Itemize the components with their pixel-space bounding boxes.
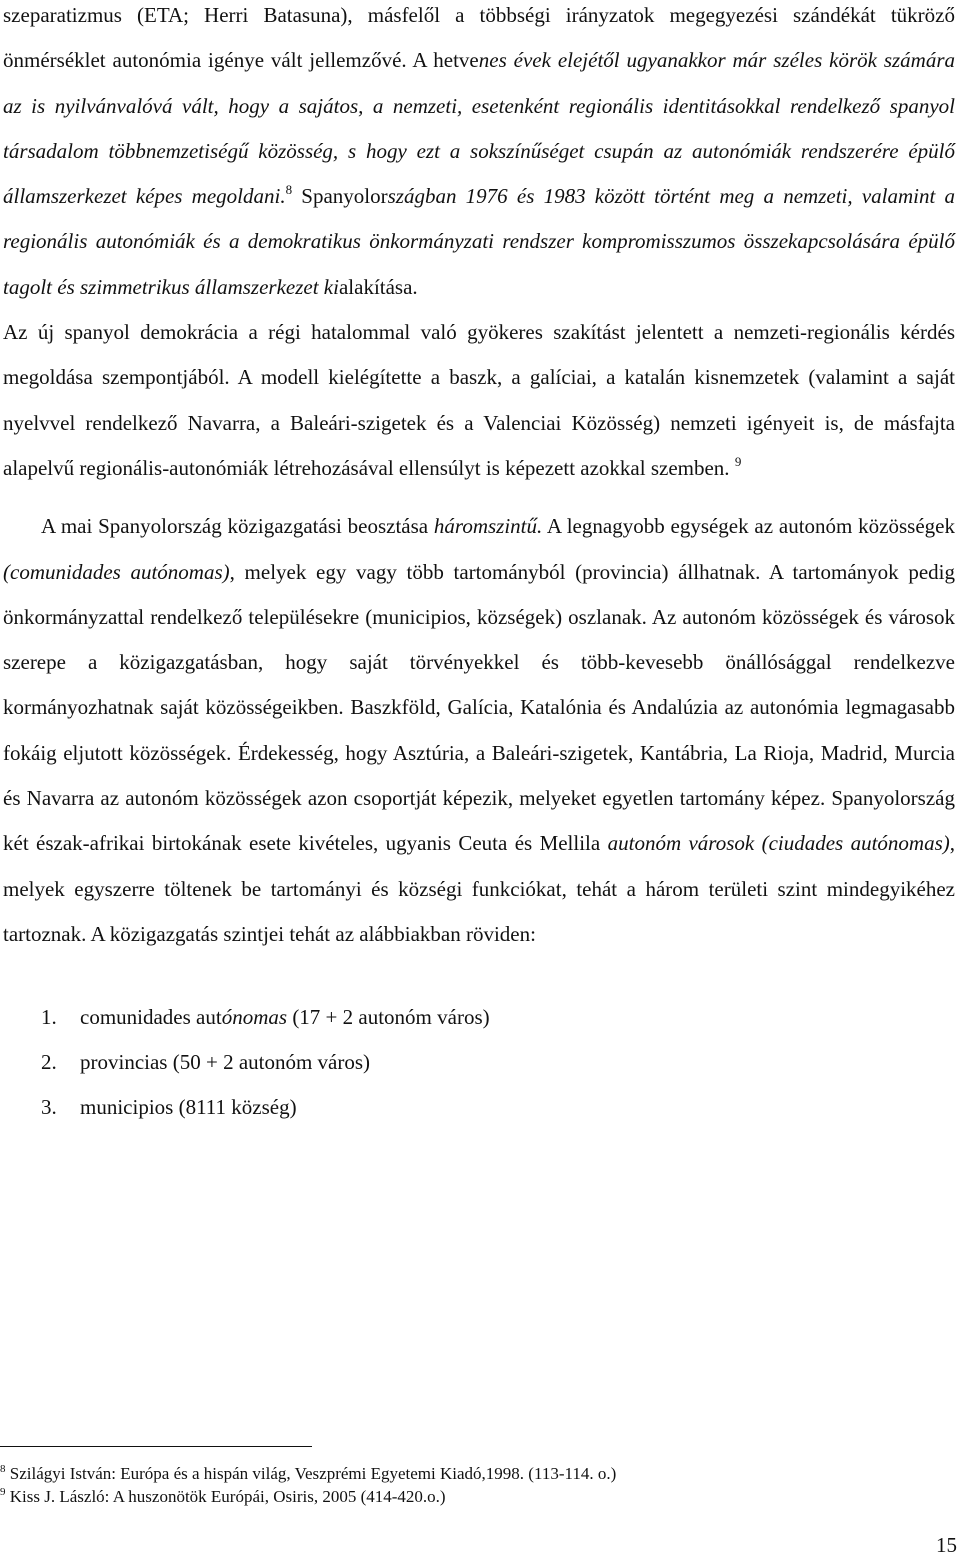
paragraph-italic-text: háromszintű.: [433, 514, 543, 539]
document-page: [3, 0, 955, 1129]
paragraph-text: , melyek egyszerre töltenek be tartományi és községi funkciókat, tehát a három területi szint mindegyikéhez tartoznak. A közigazgatás szintjei tehát az alábbiakban röviden:: [3, 831, 956, 946]
list-item-text: provincias (50 + 2 autonóm város): [80, 1049, 371, 1074]
list-item-text: [80, 995, 490, 1040]
paragraph-text: szeparatizmus (ETA; Herri Batasuna), másfelől a többségi irányzatok megegyezési szándékát tükröző önmérséklet autonómia igénye vált jellemzővé. A hetve: [3, 3, 955, 73]
paragraph-text: alakítása.: [338, 274, 418, 299]
footnote-ref-8[interactable]: 8: [285, 182, 293, 198]
list-item-text: municipios (8111 község): [80, 1094, 297, 1119]
paragraph-italic-text: szágban 1976 és 1983 között történt meg a nemzeti, valamint a regionális autonómiák és a demokratikus önkormányzati rendszer kompromisszumos összekapcsolására épülő tagolt és szimmetrikus államszerkezet ki: [3, 184, 956, 299]
paragraph-text: Az új spanyol demokrácia a régi hatalommal való gyökeres szakítást jelentett a nemzeti-regionális kérdés megoldása szempontjából. A modell kielégítette a baszk, a galíciai, a katalán kisnemzetek (valamint a saját nyelvvel rendelkező Navarra, a Baleári-szigetek és a Valenciai Közösség) nemzeti igényeit is, de másfajta alapelvű regionális-autonómiák létrehozásával ellensúlyt is képezett azokkal szemben.: [3, 320, 955, 480]
list-item: [3, 995, 955, 1040]
list-number: 1.: [41, 1005, 57, 1030]
paragraph-text: A legnagyobb egységek az autonóm közösségek: [542, 514, 955, 539]
footnote-text: Szilágyi István: Európa és a hispán világ, Veszprémi Egyetemi Kiadó,1998. (113-114. o.): [5, 1464, 617, 1483]
footnote-9: [0, 1485, 952, 1508]
list-item-part: (17 + 2 autonóm város): [287, 1005, 490, 1030]
paragraph-text: Spanyolor: [292, 184, 388, 209]
footnote-ref-9[interactable]: 9: [734, 453, 742, 469]
list-item-italic-part: ónomas: [221, 1005, 288, 1030]
list-item: [3, 1085, 955, 1130]
paragraph-administrative-division: [3, 504, 955, 957]
administrative-levels-list: [3, 995, 955, 1129]
footnote-8: [0, 1462, 952, 1485]
page-number: 15: [936, 1533, 957, 1557]
list-number: 2.: [41, 1049, 57, 1074]
paragraph-democracy: [3, 310, 955, 491]
footnotes: [0, 1462, 952, 1508]
list-item-part: comunidades aut: [80, 1005, 222, 1030]
paragraph-text: A mai Spanyolország közigazgatási beosztása: [41, 514, 434, 539]
paragraph-italic-text: autonóm városok (ciudades autónomas): [607, 831, 950, 856]
paragraph-autonomy-history: [3, 0, 955, 310]
paragraph-italic-text: nes évek elejétől ugyanakkor már széles körök számára az is nyilvánvalóvá vált, hogy a sajátos, a nemzeti, esetenként regionális identitásokkal rendelkező spanyol társadalom többnemzetiségű közösség, s hogy ezt a sokszínűséget csupán az autonómiák rendszerére épülő államszerkezet képes megoldani.: [3, 48, 956, 209]
paragraph-italic-text: (comunidades autónomas): [3, 559, 230, 584]
footnote-mark: 9: [0, 1486, 6, 1498]
list-item: [3, 1040, 955, 1085]
paragraph-text: , melyek egy vagy több tartományból (provincia) állhatnak. A tartományok pedig önkormányzattal rendelkező településekre (municipios, községek) oszlanak. Az autonóm közösségek és városok szerepe a közigazgatásban, hogy saját törvényekkel és több-kevesebb önállósággal rendelkezve kormányozhatnak saját közösségeikben. Baszkföld, Galícia, Katalónia és Andalúzia az autonómia legmagasabb fokáig eljutott közösségek. Érdekesség, hogy Asztúria, a Baleári-szigetek, Kantábria, La Rioja, Madrid, Murcia és Navarra az autonóm közösségek azon csoportját képezik, melyeket egyetlen tartomány képez. Spanyolország két észak-afrikai birtokának esete kivételes, ugyanis Ceuta és Mellila: [3, 559, 955, 856]
list-number: 3.: [41, 1094, 57, 1119]
footnote-text: Kiss J. László: A huszonötök Európái, Osiris, 2005 (414-420.o.): [5, 1487, 446, 1506]
footnote-mark: 8: [0, 1463, 6, 1475]
footnote-separator: [0, 1446, 312, 1447]
